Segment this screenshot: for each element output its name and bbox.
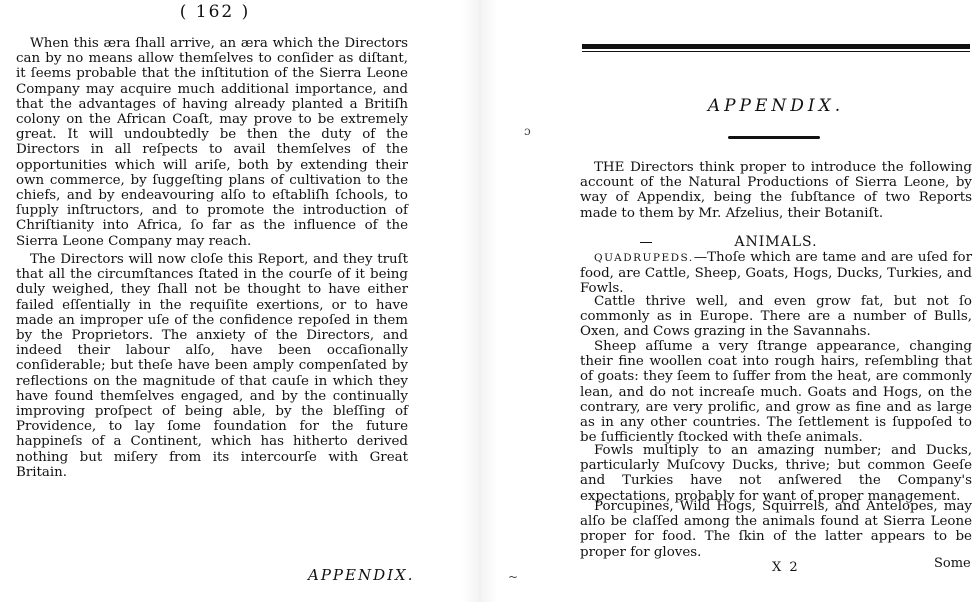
- heading-ornament-rule: [728, 136, 820, 139]
- appendix-intro: THE Directors think proper to introduce the following account of the Natural Productions of Sierra Leone, by way of Appendix, being the ſubſtance of two Reports made to them by Mr. Afzelius, their Botaniſt.: [580, 160, 972, 221]
- fowls-paragraph: Fowls multiply to an amazing number; and Ducks, particularly Muſcovy Ducks, thrive; but common Geeſe and Turkies have not anſwered the Company's expectations, probably for want of proper management.: [580, 443, 972, 504]
- quadrupeds-paragraph: [580, 250, 972, 297]
- header-rule-thick: [582, 44, 970, 49]
- porcupines-paragraph: Porcupines, Wild Hogs, Squirrels, and Antelopes, may alſo be claſſed among the animals found at Sierra Leone proper for food. The ſkin of the latter appears to be proper for gloves.: [580, 499, 972, 560]
- quadrupeds-lead: QUADRUPEDS.: [594, 252, 694, 264]
- left-catchword: APPENDIX.: [308, 566, 415, 584]
- sheep-paragraph: Sheep aſſume a very ſtrange appearance, changing their fine woollen coat into rough hairs, reſembling that of goats: they ſeem to ſuffer from the heat, are commonly lean, and do not increaſe much. Goats and Hogs, on the contrary, are very prolific, and grow as fine and as large as in any other countries. The ſettlement is ſuppoſed to be ſufficiently ſtocked with theſe animals.: [580, 339, 972, 446]
- header-rule-thin: [582, 51, 970, 52]
- left-paragraph-1: When this æra ſhall arrive, an æra which the Directors can by no means allow themſelves to conſider as diſtant, it ſeems probable that the inſtitution of the Sierra Leone Company may acquire much additional importance, and that the advantages of having already planted a Britiſh colony on the African Coaſt, may prove to be extremely great. It will undoubtedly be then the duty of the Directors in all reſpects to avail themſelves of the opportunities which will ariſe, both by extending their own commerce, by ſuggeſting plans of cultivation to the chiefs, and by endeavouring alſo to eſtabliſh ſchools, to ſupply inſtructors, and to promote the introduction of Chriſtianity into Africa, ſo far as the influence of the Sierra Leone Company may reach.: [16, 36, 408, 249]
- animals-heading: ANIMALS.: [734, 234, 818, 250]
- page-number: ( 162 ): [179, 2, 251, 22]
- stray-mark: ~: [508, 570, 519, 584]
- appendix-heading: APPENDIX.: [707, 96, 845, 116]
- quadrupeds-text: —Thoſe which are tame and are uſed for food, are Cattle, Sheep, Goats, Hogs, Ducks, Turkies, and Fowls.: [580, 250, 972, 297]
- stray-mark: ɔ: [524, 124, 531, 138]
- cattle-paragraph: Cattle thrive well, and even grow fat, but not ſo commonly as in Europe. There are a number of Bulls, Oxen, and Cows grazing in the Savannahs.: [580, 294, 972, 340]
- right-catchword: Some: [934, 556, 971, 571]
- signature-mark: X 2: [772, 560, 800, 575]
- left-paragraph-2: The Directors will now cloſe this Report, and they truſt that all the circumſtances ſtated in the courſe of it being duly weighed, they ſhall not be thought to have either failed eſſentially in the requiſite exertions, or to have made an improper uſe of the confidence repoſed in them by the Proprietors. The anxiety of the Directors, and indeed their labour alſo, have been occaſionally conſiderable; but theſe have been amply compenſated by reflections on the magnitude of that cauſe in which they have found themſelves engaged, and by the continually improving proſpect of being able, by the bleſſing of Providence, to lay ſome foundation for the future happineſs of a Continent, which has hitherto derived nothing but miſery from its intercourſe with Great Britain.: [16, 252, 408, 480]
